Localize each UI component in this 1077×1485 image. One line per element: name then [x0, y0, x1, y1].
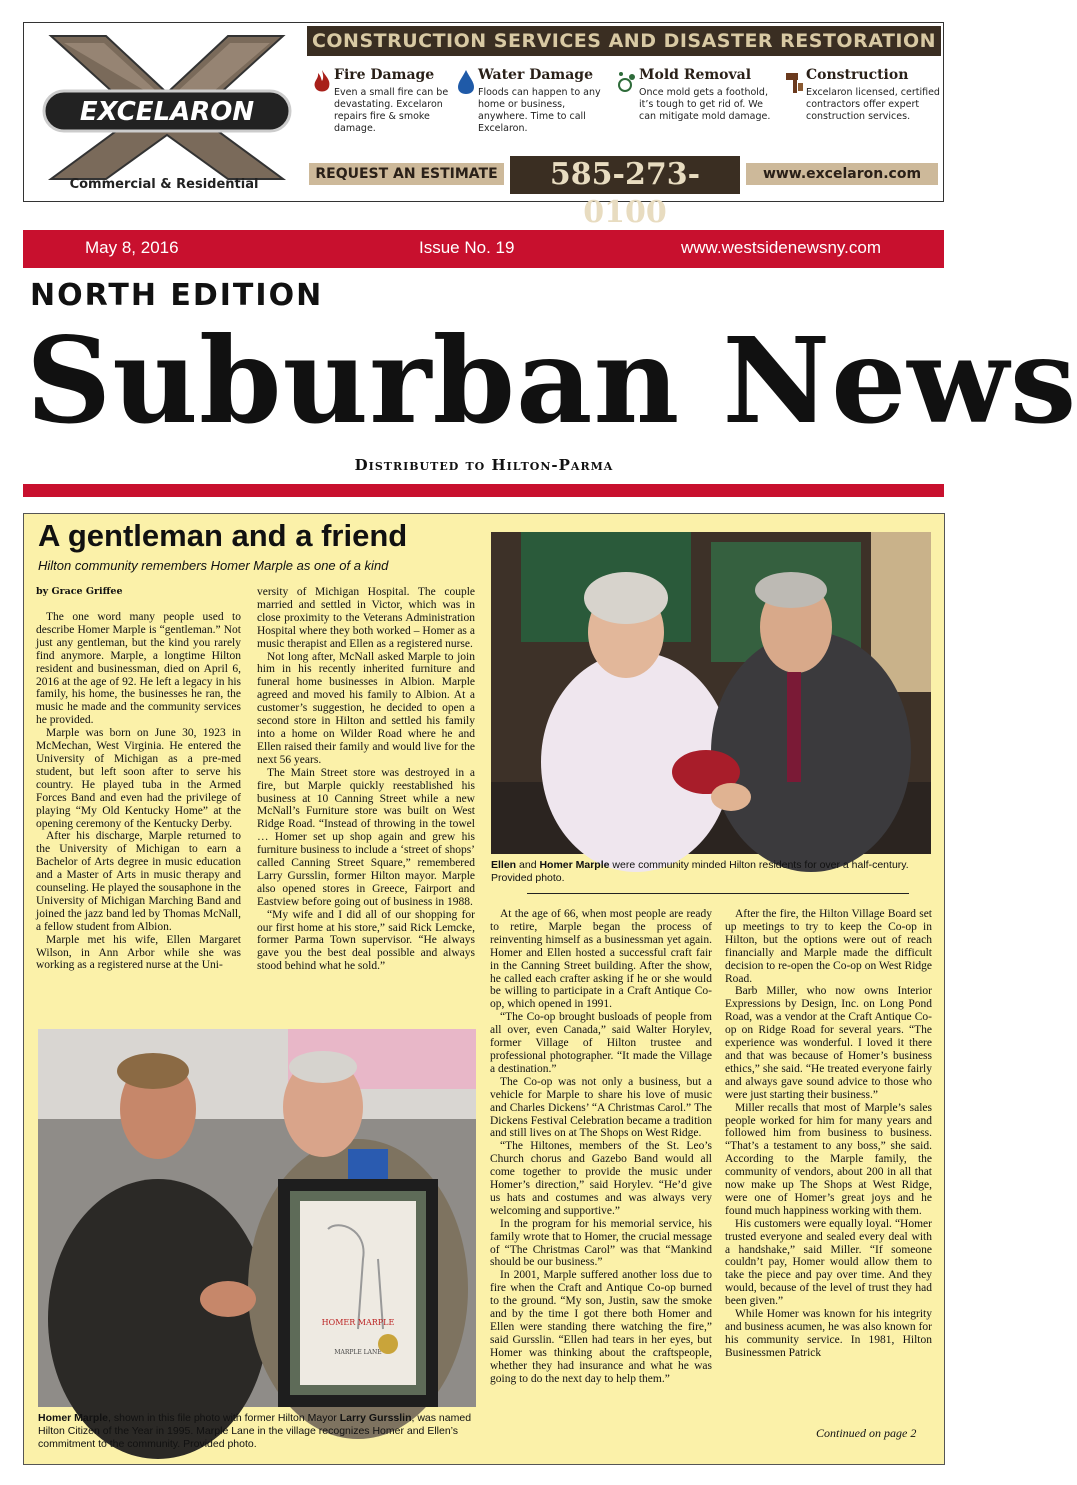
request-estimate[interactable]: REQUEST AN ESTIMATE: [309, 163, 504, 185]
photo-marple-gursslin: [38, 1029, 476, 1407]
service-construction: Construction Excelaron licensed, certified contractors offer expert construction services.: [784, 67, 934, 147]
service-water: Water Damage Floods can happen to any home or business, anywhere. Time to call Excelaron.: [456, 67, 606, 147]
flame-icon: [312, 69, 332, 95]
ad-phone-number[interactable]: 585-273-0100: [510, 156, 740, 194]
article-column-2: [257, 586, 475, 973]
issue-number: Issue No. 19: [419, 238, 515, 257]
plaque-title: HOMER MARPLE: [321, 1318, 395, 1327]
issue-bar: [23, 230, 944, 268]
paragraph: Marple was born on June 30, 1923 in McMechan, West Virginia. He entered the University of Michigan as a pre-med student, but left soon after to serve his country. He played tuba in the Armed Forces Band and even had the privilege of playing “My Old Kentucky Home” at the opening ceremony of the Kentucky Derby.: [36, 727, 241, 830]
caption-rule: [527, 893, 909, 894]
paragraph: In 2001, Marple suffered another loss due to fire when the Craft and Antique Co-op burned to the ground. “My son, Justin, saw the smoke and by the time I got there both Homer and Ellen were standing there watching the fire,” said Gursslin. “Ellen had tears in her eyes, but Homer was thinking about the craftspeople, whether they had insurance and what he was going to do the next day to help them.”: [490, 1269, 712, 1385]
paragraph: His customers were equally loyal. “Homer trusted everyone and sealed every deal with a handshake,” said Miller. “If someone couldn’t pay, Homer would allow them to take the piece and pay over time. And they would, because of the level of trust they had been given.”: [725, 1217, 932, 1308]
masthead-rule: [23, 484, 944, 497]
paragraph: “My wife and I did all of our shopping for our first home at his store,” said Rick Lemcke, former Parma Town supervisor. “He always gave you the best deal possible and always stood behind what he sold.”: [257, 908, 475, 973]
paragraph: While Homer was known for his integrity and business acumen, he was also known for his community service. In 1981, Hilton Businessmen Patrick: [725, 1308, 932, 1359]
article-column-3: [490, 908, 712, 1386]
paragraph: After his discharge, Marple returned to the University of Michigan to earn a Bachelor of Arts degree in music education and a Master of Arts in music therapy and counseling. He played the sousaphone in the University of Michigan Marching Band and joined the jazz band led by Thomas McNall, a fellow student from Albion.: [36, 830, 241, 933]
paragraph: “The Co-op brought busloads of people from all over, even Canada,” said Walter Horylev, former Village of Hilton trustee and professional photographer. “It made the Village a destination.”: [490, 1011, 712, 1075]
distribution-line: Distributed to Hilton-Parma: [354, 456, 614, 474]
paragraph: In the program for his memorial service, his family wrote that to Homer, the crucial message of “The Christmas Carol” was that “Mankind should be our business.”: [490, 1217, 712, 1269]
paragraph: The one word many people used to describe Homer Marple is “gentleman.” Not just any gentleman, but the kind you rarely find anymore. Marple, a longtime Hilton resident and businessman, died on April 6, 2016 at the age of 92. He left a legacy in his family, his home, the businesses he ran, the music he made and the community services he provided.: [36, 611, 241, 727]
excelaron-logo: [36, 31, 298, 199]
article-dek: Hilton community remembers Homer Marple as one of a kind: [38, 558, 389, 573]
issue-website[interactable]: www.westsidenewsny.com: [681, 238, 881, 257]
paragraph: “The Hiltones, members of the St. Leo’s Church chorus and Gazebo Band would all come together to provide the music under Homer’s direction,” said Horylev. “He’d give us hats and costumes and was always very welcoming and supportive.”: [490, 1140, 712, 1217]
continued-link[interactable]: Continued on page 2: [816, 1426, 917, 1440]
paragraph: Barb Miller, who now owns Interior Expressions by Design, Inc. on Long Pond Road, was a vendor at the Craft Antique Co-op on Ridge Road for several years. “The experience was wonderful. I loved it there and that was because of Homer’s business ethics,” she said. “He treated everyone fairly and always gave sound advice to those who were just starting their business.”: [725, 985, 932, 1101]
article-byline: by Grace Griffee: [36, 586, 123, 597]
photo-caption-1: Ellen and Homer Marple were community minded Hilton residents for over a half-century. Provided photo.: [491, 859, 909, 884]
photo-homer-ellen: [491, 532, 931, 854]
ad-header: CONSTRUCTION SERVICES AND DISASTER RESTORATION: [307, 26, 941, 56]
paragraph: Not long after, McNall asked Marple to join him in his recently inherited furniture and funeral home businesses in Albion. Marple agreed and moved his family to Albion. At a customer’s suggestion, he decided to open a second store in Hilton and settled his family into a home on Wilder Road where he and Ellen raised their family and would live for the next 56 years.: [257, 650, 475, 766]
mold-icon: [617, 69, 637, 95]
masthead-title: Suburban News: [26, 311, 1077, 450]
service-mold: Mold Removal Once mold gets a foothold, it’s tough to get rid of. We can mitigate mold damage.: [617, 67, 767, 147]
hammer-icon: [784, 69, 804, 95]
plaque-lane: MARPLE LANE: [334, 1349, 382, 1356]
service-fire: Fire Damage Even a small fire can be devastating. Excelaron repairs fire & smoke damage.: [312, 67, 462, 147]
ad-website-link[interactable]: www.excelaron.com: [746, 163, 938, 185]
paragraph: At the age of 66, when most people are ready to retire, Marple began the process of reinventing himself as a businessman yet again. Homer and Ellen hosted a successful craft fair in the Canning Street building. After the show, he called each crafter asking if he or she would be willing to participate in a Craft Antique Co-op, which opened in 1991.: [490, 908, 712, 1011]
article-column-1: [36, 611, 241, 972]
article-column-4: [725, 908, 932, 1360]
edition-label: NORTH EDITION: [30, 278, 324, 313]
issue-date: May 8, 2016: [85, 238, 179, 257]
photo-caption-2: Homer Marple, shown in this file photo with former Hilton Mayor Larry Gursslin, was named Hilton Citizen of the Year in 1995. Marple Lane in the village recognizes Homer and Ellen’s commitment to the community. Provided photo.: [38, 1412, 472, 1450]
paragraph: The Co-op was not only a business, but a vehicle for Marple to share his love of music and Charles Dickens’ “A Christmas Carol.” The Dickens Festival Celebration became a tradition and still lives on at The Shops on West Ridge.: [490, 1075, 712, 1140]
paragraph: Miller recalls that most of Marple’s sales people worked for him for many years and followed him from business to business. “That’s a testament to any boss,” she said. According to the Marple family, the community of vendors, about 200 in all that now make up The Shops at West Ridge, were one of Homer’s great joys and he found much happiness working with them.: [725, 1101, 932, 1217]
water-drop-icon: [456, 69, 476, 95]
brand-text: EXCELARON: [79, 97, 255, 127]
paragraph: The Main Street store was destroyed in a fire, but Marple quickly reestablished his business at 10 Canning Street while a new McNall’s Furniture store was built on West Ridge Road. “Instead of throwing in the towel … Homer set up shop again and grew his furniture business to include a ‘street of shops’ called Canning Street Square,” remembered Larry Gursslin, former Hilton mayor. Marple also opened stores in Greece, Fairport and Eastview before going out of business in 1988.: [257, 766, 475, 908]
ad-tagline: Commercial & Residential: [69, 177, 259, 192]
paragraph: Marple met his wife, Ellen Margaret Wilson, in Ann Arbor while she was working as a registered nurse at the Uni-: [36, 933, 241, 972]
article-headline: A gentleman and a friend: [38, 518, 408, 553]
paragraph: versity of Michigan Hospital. The couple married and settled in Victor, which was in close proximity to the Veterans Administration Hospital where they both worked – Homer as a music therapist and Ellen as a registered nurse.: [257, 586, 475, 650]
paragraph: After the fire, the Hilton Village Board set up meetings to try to keep the Co-op in Hilton, but the options were out of reach financially and Marple made the difficult decision to re-open the Co-op on West Ridge Road.: [725, 908, 932, 985]
excelaron-ad[interactable]: [23, 22, 944, 230]
